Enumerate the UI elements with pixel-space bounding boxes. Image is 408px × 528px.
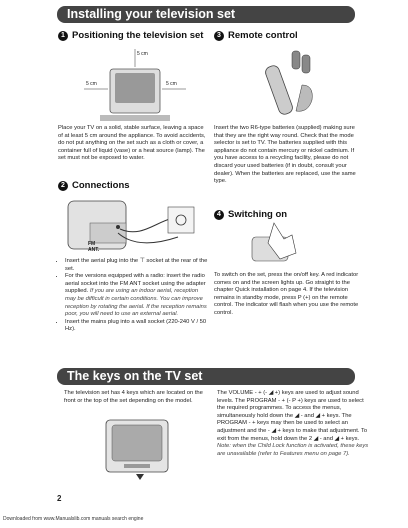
battery-icon [302,55,310,73]
clearance-top-label: 5 cm [137,51,148,57]
remote-control-text: Insert the two R6-type batteries (supplied) making sure that they are the right way round. Check that the mode selector is set to TV. The batteries supplied with this appliance do not contain mercury or nickel cadmium. If you have access to a recycling facility, please do not discard your used batteries (if in doubt, consult your dealer). When the batteries are replaced, use the same type. [214,125,356,185]
heading-text: Positioning the television set [72,30,204,41]
fm-label: FM [88,241,96,247]
positioning-text: Place your TV on a solid, stable surface, leaving a space of at least 5 cm around the appliance. To avoid accidents, do not put anything on the set such as a cloth or cover, a container full of liquid (vase) or a heat source (lamp). The set must not be exposed to water. [58,125,206,162]
section-banner-installing: Installing your television set [57,6,355,23]
wall-socket [168,207,194,233]
step-number: 4 [214,210,224,220]
shelf [100,115,170,121]
heading-remote-control [214,30,298,41]
connection-step-mains: • Insert the mains plug into a wall socket (220-240 V / 50 Hz). [65,319,208,334]
step-number: 1 [58,31,68,41]
clearance-right-label: 5 cm [166,81,177,87]
step-number: 2 [58,181,68,191]
hand-icon [296,85,312,111]
remote-battery-illustration [262,45,322,120]
heading-positioning [58,30,203,41]
clearance-left-label: 5 cm [86,81,97,87]
connection-step-radio [65,273,208,319]
connection-step-aerial: • Insert the aerial plug into the ⊤ socket at the rear of the set. [65,258,208,273]
aerial-cable [120,219,170,232]
heading-connections [58,180,130,191]
tv-front-illustration [100,418,175,480]
download-footer: Downloaded from www.Manualslib.com manuals search engine [3,516,144,522]
connections-illustration [60,193,208,255]
ant-label: ANT. [88,247,100,253]
switch-on-illustration [244,219,304,269]
page-number: 2 [57,494,62,503]
key-panel [124,464,150,468]
tv-screen [115,73,155,103]
switching-on-text: To switch on the set, press the on/off key. A red indicator comes on and the screen lights up. Go straight to the chapter Quick installation on page 4. If the television remains in standby mode, press P (+) on the remote control. The indicator will flash when you use the remote control. [214,272,359,316]
mains-cable [118,233,178,243]
radio-note: If you are using an indoor aerial, reception may be difficult in certain conditions. You can improve reception by rotating the aerial. If the reception remains poor, you will need to use an external aerial. [65,288,207,318]
connections-text [58,258,208,334]
child-lock-note: Note: when the Child Lock function is activated, these keys are unavailable (refer to Features menu on page 7). [217,443,369,457]
radio-instruction: For the versions equipped with a radio: insert the radio aerial socket into the FM ANT socket using the adapter supplied. [65,273,206,295]
heading-text: Connections [72,180,130,191]
keys-intro-text: The television set has 4 keys which are located on the front or the top of the set depending on the model. [64,390,203,404]
keys-description [217,390,369,458]
heading-text: Switching on [228,209,288,220]
battery-icon [292,51,300,69]
step-number: 3 [214,31,224,41]
keys-instructions: The VOLUME - + (- ◢ +) keys are used to adjust sound levels. The PROGRAM - + (- P +) keys are used to select the required programmes. To access the menus, simultaneously hold down the ◢ - and ◢ + keys. The PROGRAM - + keys may then be used to select an adjustment and the - ◢ + keys to make that adjustment. To exit from the menus, hold down the 2 ◢ - and ◢ + keys. [217,390,368,442]
tv-screen [112,425,162,461]
remote-body [264,64,294,116]
aerial-socket [116,225,120,229]
section-banner-keys: The keys on the TV set [57,368,355,385]
heading-text: Remote control [228,30,298,41]
